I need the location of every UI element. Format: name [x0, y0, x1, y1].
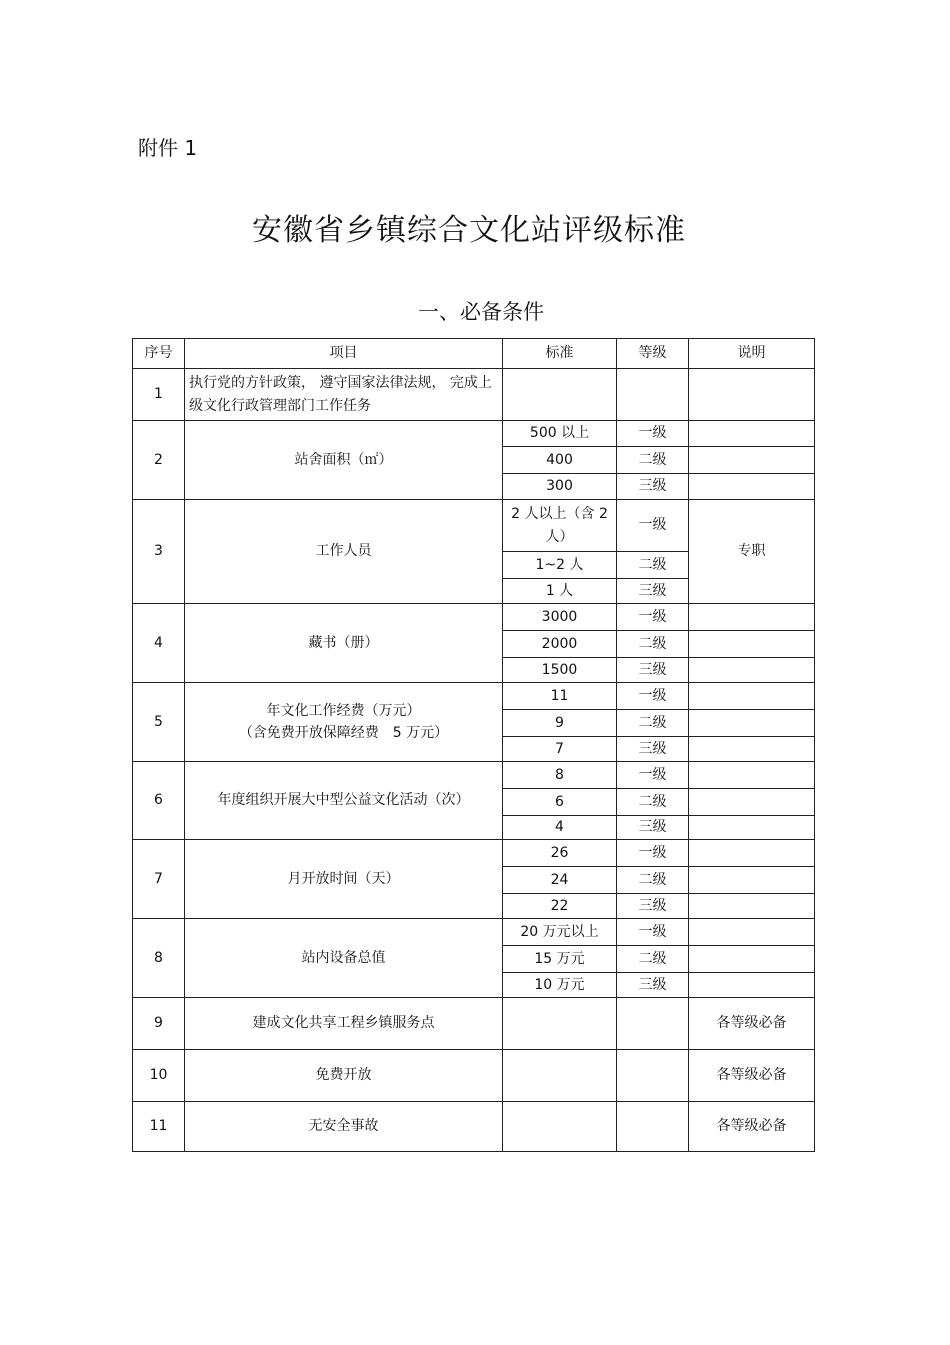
level-cell: 二级	[617, 631, 689, 658]
note-cell	[689, 973, 815, 998]
note-cell: 各等级必备	[689, 1050, 815, 1102]
level-cell: 一级	[617, 840, 689, 867]
note-cell	[689, 421, 815, 447]
table-row	[133, 1050, 815, 1102]
note-cell	[689, 816, 815, 840]
standard-cell: 6	[503, 789, 617, 816]
standard-cell: 2000	[503, 631, 617, 658]
note-cell	[689, 631, 815, 658]
standard-cell	[503, 998, 617, 1050]
row-item	[185, 369, 503, 421]
standard-cell: 22	[503, 894, 617, 919]
standard-cell: 300	[503, 474, 617, 500]
standards-table	[132, 338, 815, 1152]
standard-cell: 1 人	[503, 579, 617, 604]
standard-cell: 7	[503, 737, 617, 762]
row-item-text: 建成文化共享工程乡镇服务点	[252, 1015, 435, 1032]
row-item-text: 月开放时间（天）	[287, 870, 400, 887]
level-cell: 二级	[617, 789, 689, 816]
row-item	[185, 1102, 503, 1152]
row-item-subtext: （含免费开放保障经费 5 万元）	[238, 725, 449, 741]
attachment-label: 附件 1	[138, 136, 198, 160]
standard-cell	[503, 369, 617, 421]
table-row	[133, 500, 815, 552]
standard-cell	[503, 1102, 617, 1152]
level-cell	[617, 1102, 689, 1152]
row-item	[185, 421, 503, 500]
standard-cell: 8	[503, 762, 617, 789]
row-item	[185, 919, 503, 998]
level-cell	[617, 998, 689, 1050]
note-cell	[689, 762, 815, 789]
row-number: 9	[133, 998, 185, 1050]
note-cell	[689, 604, 815, 631]
note-cell	[689, 867, 815, 894]
note-cell	[689, 840, 815, 867]
row-item	[185, 840, 503, 919]
level-cell: 三级	[617, 737, 689, 762]
level-cell: 一级	[617, 500, 689, 552]
table-row	[133, 421, 815, 447]
note-cell	[689, 447, 815, 474]
table-row	[133, 762, 815, 789]
level-cell: 三级	[617, 579, 689, 604]
table-body	[133, 369, 815, 1152]
note-cell: 各等级必备	[689, 998, 815, 1050]
row-number: 6	[133, 762, 185, 840]
standard-cell: 1~2 人	[503, 552, 617, 579]
level-cell: 一级	[617, 762, 689, 789]
table-row	[133, 369, 815, 421]
level-cell: 三级	[617, 658, 689, 683]
note-cell: 各等级必备	[689, 1102, 815, 1152]
row-number: 4	[133, 604, 185, 683]
row-item-text: 执行党的方针政策， 遵守国家法律法规， 完成上级文化行政管理部门工作任务	[189, 375, 492, 414]
level-cell: 三级	[617, 816, 689, 840]
section-title: 一、必备条件	[418, 300, 544, 324]
row-item	[185, 1050, 503, 1102]
row-item-text: 工作人员	[315, 543, 372, 560]
row-item-text: 藏书（册）	[308, 634, 379, 651]
header-no: 序号	[133, 339, 185, 369]
row-item	[185, 683, 503, 762]
row-item	[185, 604, 503, 683]
level-cell: 三级	[617, 894, 689, 919]
standard-cell: 400	[503, 447, 617, 474]
row-number: 11	[133, 1102, 185, 1152]
standard-cell: 4	[503, 816, 617, 840]
row-number: 1	[133, 369, 185, 421]
standard-cell: 2 人以上（含 2 人）	[503, 500, 617, 552]
level-cell: 二级	[617, 447, 689, 474]
level-cell: 二级	[617, 552, 689, 579]
row-item-text: 年度组织开展大中型公益文化活动（次）	[217, 792, 470, 809]
note-cell	[689, 658, 815, 683]
note-cell	[689, 737, 815, 762]
level-cell: 一级	[617, 919, 689, 946]
row-number: 7	[133, 840, 185, 919]
row-item	[185, 500, 503, 604]
standard-cell: 20 万元以上	[503, 919, 617, 946]
row-number: 10	[133, 1050, 185, 1102]
note-cell	[689, 683, 815, 710]
note-cell	[689, 894, 815, 919]
row-number: 8	[133, 919, 185, 998]
row-number: 2	[133, 421, 185, 500]
standard-cell: 10 万元	[503, 973, 617, 998]
level-cell: 一级	[617, 604, 689, 631]
row-item	[185, 998, 503, 1050]
level-cell: 一级	[617, 421, 689, 447]
row-item-text: 年文化工作经费（万元）	[266, 702, 421, 719]
note-cell: 专职	[689, 500, 815, 604]
header-standard: 标准	[503, 339, 617, 369]
level-cell	[617, 1050, 689, 1102]
level-cell: 二级	[617, 946, 689, 973]
standard-cell: 24	[503, 867, 617, 894]
standard-cell: 500 以上	[503, 421, 617, 447]
table-row	[133, 683, 815, 710]
header-item: 项目	[185, 339, 503, 369]
standard-cell: 15 万元	[503, 946, 617, 973]
table-row	[133, 1102, 815, 1152]
standard-cell	[503, 1050, 617, 1102]
table-row	[133, 604, 815, 631]
header-note: 说明	[689, 339, 815, 369]
note-cell	[689, 474, 815, 500]
table-row	[133, 840, 815, 867]
level-cell: 二级	[617, 867, 689, 894]
table-row	[133, 919, 815, 946]
standard-cell: 26	[503, 840, 617, 867]
standard-cell: 3000	[503, 604, 617, 631]
note-cell	[689, 946, 815, 973]
level-cell	[617, 369, 689, 421]
standard-cell: 1500	[503, 658, 617, 683]
level-cell: 一级	[617, 683, 689, 710]
note-cell	[689, 789, 815, 816]
row-number: 3	[133, 500, 185, 604]
note-cell	[689, 369, 815, 421]
page-title: 安徽省乡镇综合文化站评级标准	[252, 213, 686, 248]
level-cell: 三级	[617, 474, 689, 500]
level-cell: 三级	[617, 973, 689, 998]
row-item-text: 站内设备总值	[301, 949, 386, 966]
row-number: 5	[133, 683, 185, 762]
note-cell	[689, 710, 815, 737]
row-item-text: 免费开放	[315, 1067, 372, 1084]
standard-cell: 9	[503, 710, 617, 737]
row-item-text: 无安全事故	[308, 1118, 379, 1135]
row-item-text: 站舍面积（㎡）	[294, 451, 393, 468]
row-item	[185, 762, 503, 840]
note-cell	[689, 919, 815, 946]
table-header-row	[133, 339, 815, 369]
level-cell: 二级	[617, 710, 689, 737]
table-row	[133, 998, 815, 1050]
header-level: 等级	[617, 339, 689, 369]
standard-cell: 11	[503, 683, 617, 710]
